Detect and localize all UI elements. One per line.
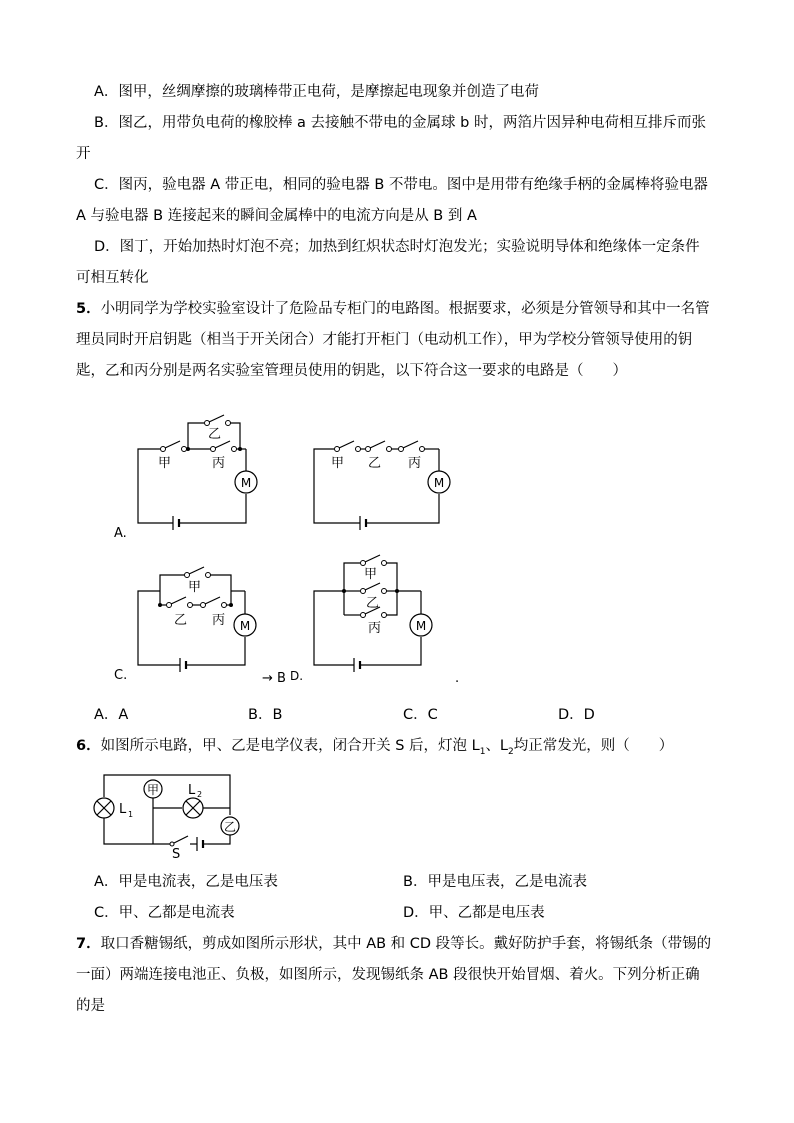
svg-text:2: 2	[197, 790, 203, 799]
q5-choice-d: D．D	[558, 707, 595, 723]
svg-text:甲: 甲	[188, 580, 202, 595]
q4-option-b: B．图乙，用带负电荷的橡胶棒 a 去接触不带电的金属球 b 时，两箔片因异种电荷相互排斥而张	[94, 115, 706, 131]
svg-text:M: M	[433, 476, 445, 490]
svg-text:L: L	[188, 783, 196, 798]
diagram-b-label: → B	[262, 671, 286, 686]
motor-label: M	[240, 476, 252, 490]
svg-text:C.: C.	[114, 668, 128, 683]
svg-text:甲: 甲	[158, 456, 172, 471]
svg-text:S: S	[172, 847, 181, 862]
svg-text:丙: 丙	[212, 613, 226, 628]
q7-stem-line3: 的是	[76, 998, 105, 1014]
svg-text:甲: 甲	[331, 456, 345, 471]
q4-option-d-cont: 可相互转化	[76, 270, 149, 286]
q6-choice-c: C．甲、乙都是电流表	[94, 905, 235, 921]
q7-stem-line2: 一面）两端连接电池正、负极，如图所示，发现锡纸条 AB 段很快开始冒烟、着火。下列分析正确	[76, 967, 700, 983]
svg-text:乙: 乙	[223, 820, 237, 834]
q6-stem: 6．如图所示电路，甲、乙是电学仪表，闭合开关 S 后，灯泡 $L_1$、$L_2$均正常发光，则（ ）	[76, 738, 674, 757]
svg-text:L: L	[119, 802, 127, 817]
q5-choice-a: A．A	[94, 707, 129, 723]
q6-choice-d: D．甲、乙都是电压表	[403, 905, 545, 921]
q5-stem-line1: 5．小明同学为学校实验室设计了危险品专柜门的电路图。根据要求，必须是分管领导和其中一名管	[76, 301, 710, 317]
svg-text:丙: 丙	[212, 456, 226, 471]
q5-choice-c: C．C	[403, 707, 438, 723]
q7-stem-line1: 7．取口香糖锡纸，剪成如图所示形状，其中 AB 和 CD 段等长。戴好防护手套，将锡纸条（带锡的	[76, 936, 712, 952]
q4-option-c-cont: A 与验电器 B 连接起来的瞬间金属棒中的电流方向是从 B 到 A	[76, 208, 477, 224]
svg-text:M: M	[415, 619, 427, 633]
svg-text:丙: 丙	[368, 621, 382, 636]
q5-stem-line2: 理员同时开启钥匙（相当于开关闭合）才能打开柜门（电动机工作），甲为学校分管领导使用的钥	[76, 332, 693, 348]
svg-text:乙: 乙	[366, 596, 380, 611]
svg-text:甲: 甲	[146, 783, 160, 797]
q4-option-b-cont: 开	[76, 146, 91, 162]
svg-text:乙: 乙	[174, 613, 188, 628]
diagram-d-label: D.	[290, 669, 304, 683]
q4-option-a: A．图甲，丝绸摩擦的玻璃棒带正电荷，是摩擦起电现象并创造了电荷	[94, 84, 539, 100]
svg-text:甲: 甲	[364, 567, 378, 582]
svg-text:乙: 乙	[208, 427, 222, 442]
q4-option-c: C．图丙，验电器 A 带正电，相同的验电器 B 不带电。图中是用带有绝缘手柄的金属棒将验电器	[94, 177, 708, 193]
svg-text:1: 1	[128, 810, 134, 819]
q5-stem-line3: 匙，乙和丙分别是两名实验室管理员使用的钥匙，以下符合这一要求的电路是（ ）	[76, 363, 627, 379]
diagram-a-label: A.	[114, 526, 127, 541]
svg-text:乙: 乙	[368, 456, 382, 471]
q6-choice-b: B．甲是电压表，乙是电流表	[403, 874, 587, 890]
svg-text:.: .	[455, 671, 460, 686]
q5-choice-b: B．B	[248, 707, 283, 723]
svg-text:M: M	[239, 619, 251, 633]
svg-text:丙: 丙	[408, 456, 422, 471]
q4-option-d: D．图丁，开始加热时灯泡不亮；加热到红炽状态时灯泡发光；实验说明导体和绝缘体一定条件	[94, 239, 700, 255]
q6-choice-a: A．甲是电流表，乙是电压表	[94, 874, 278, 890]
